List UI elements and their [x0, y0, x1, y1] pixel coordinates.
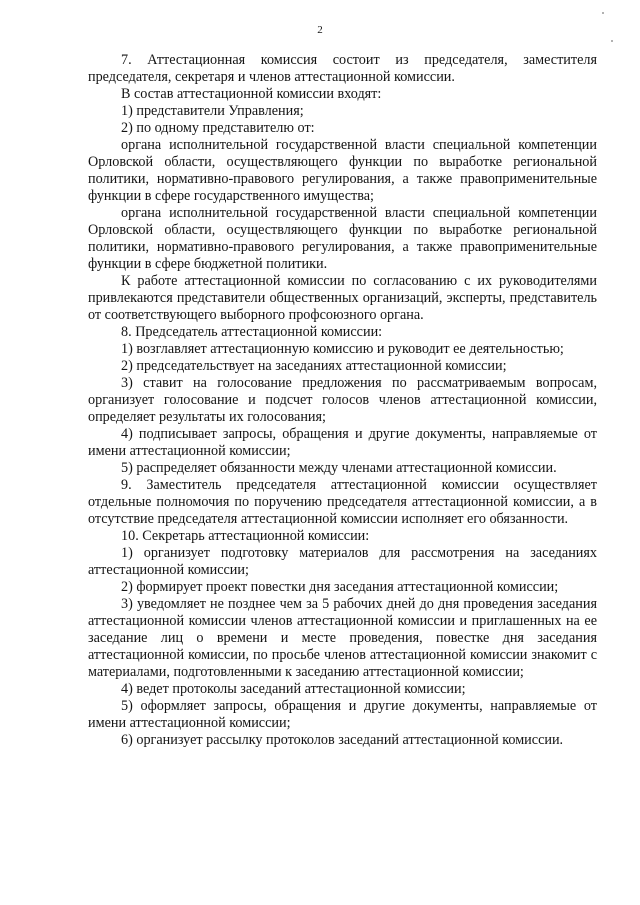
- chair-duty-4: 4) подписывает запросы, обращения и другие документы, направляемые от имени аттестационной комиссии;: [88, 426, 597, 459]
- secretary-duty-3: 3) уведомляет не позднее чем за 5 рабочих дней до дня проведения заседания аттестационной комиссии членов аттестационной комиссии и приглашенных на ее заседание лиц о времени и месте проведения, повестке дня заседания аттестационной комиссии, по просьбе членов аттестационной комиссии знакомит с материалами, подготовленными к заседанию аттестационной комиссии;: [88, 596, 597, 680]
- list-item-2: 2) по одному представителю от:: [121, 120, 315, 136]
- paragraph-10: 10. Секретарь аттестационной комиссии:: [121, 528, 370, 544]
- paragraph-composition: В состав аттестационной комиссии входят:: [121, 86, 382, 102]
- chair-duty-1: 1) возглавляет аттестационную комиссию и руководит ее деятельностью;: [121, 341, 564, 357]
- secretary-duty-6: 6) организует рассылку протоколов заседаний аттестационной комиссии.: [121, 732, 564, 748]
- secretary-duty-2: 2) формирует проект повестки дня заседания аттестационной комиссии;: [121, 579, 559, 595]
- page-number: 2: [317, 24, 323, 36]
- paragraph-9: 9. Заместитель председателя аттестационной комиссии осуществляет отдельные полномочия по поручению председателя аттестационной комиссии, а в отсутствие председателя аттестационной комиссии исполняет его обязанности.: [88, 477, 597, 527]
- body-budget: органа исполнительной государственной власти специальной компетенции Орловской области, осуществляющего функции по выработке региональной политики, нормативно-правового регулирования, а также правоприменительные функции в сфере бюджетной политики.: [88, 205, 597, 272]
- secretary-duty-5: 5) оформляет запросы, обращения и другие документы, направляемые от имени аттестационной комиссии;: [88, 698, 597, 731]
- chair-duty-2: 2) председательствует на заседаниях аттестационной комиссии;: [121, 358, 507, 374]
- document-body: [88, 52, 597, 749]
- paragraph-8: 8. Председатель аттестационной комиссии:: [121, 324, 383, 340]
- secretary-duty-1: 1) организует подготовку материалов для рассмотрения на заседаниях аттестационной комиссии;: [88, 545, 597, 578]
- paragraph-involvement: К работе аттестационной комиссии по согласованию с их руководителями привлекаются представители общественных организаций, эксперты, представитель от соответствующего выборного профсоюзного органа.: [88, 273, 597, 323]
- paragraph-7: 7. Аттестационная комиссия состоит из председателя, заместителя председателя, секретаря и членов аттестационной комиссии.: [88, 52, 597, 85]
- body-property: органа исполнительной государственной власти специальной компетенции Орловской области, осуществляющего функции по выработке региональной политики, нормативно-правового регулирования, а также правоприменительные функции в сфере государственного имущества;: [88, 137, 597, 204]
- chair-duty-3: 3) ставит на голосование предложения по рассматриваемым вопросам, организует голосование и подсчет голосов членов аттестационной комиссии, определяет результаты их голосования;: [88, 375, 597, 425]
- scan-speck: [602, 12, 604, 14]
- chair-duty-5: 5) распределяет обязанности между членами аттестационной комиссии.: [121, 460, 557, 476]
- secretary-duty-4: 4) ведет протоколы заседаний аттестационной комиссии;: [121, 681, 466, 697]
- scan-speck: [611, 40, 613, 42]
- list-item-1: 1) представители Управления;: [121, 103, 304, 119]
